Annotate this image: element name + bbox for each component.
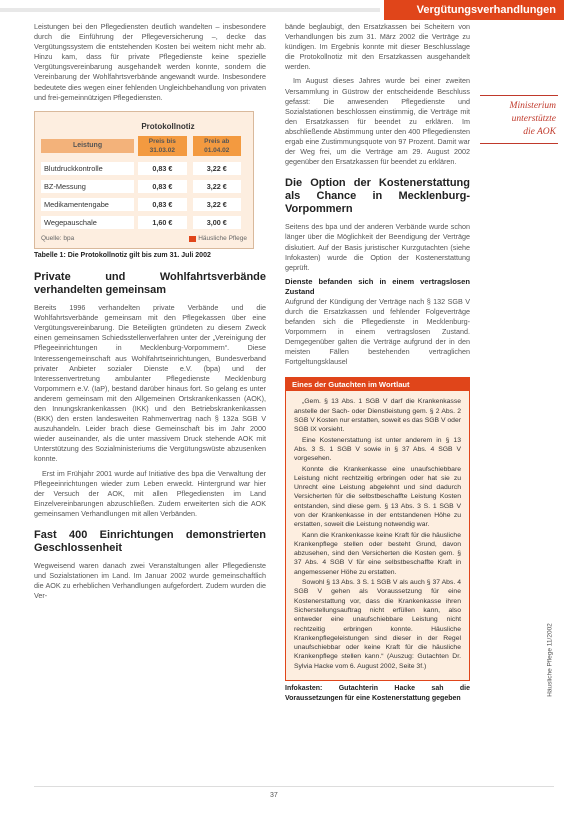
table-footer [41,234,247,244]
table-header [41,136,247,156]
row-price-before: 0,83 € [138,180,186,193]
gutachten-paragraph: Sowohl § 13 Abs. 3 S. 1 SGB V als auch § 37 Abs. 4 SGB V gehen als Voraussetzung für eine Kostenerstattung vor, dass die Krankenkasse ihren Sicherstellungsauftrag nicht erfüllen kann, also entweder eine unaufschiebbare Leistung nicht rechtzeitig erbringen konnte. Häusliche Krankenpflegeleistungen sind dieser in der Regel unaufschiebbar oder keine Kraft für die häusliche Krankenpflege stellen kann.“ (Auszug: Gutachten Dr. Sylvia Hacke vom 6. August 2002, Seite 3f.) [294,579,461,670]
footer-rule [34,786,554,787]
row-label: Wegepauschale [41,216,134,229]
paragraph-private-1: Bereits 1996 verhandelten private Verbände und die Wohlfahrtsverbände gemeinsam mit den Pflegekassen über eine Vergütungsvereinbarung. Die Beteiligten gründeten zu diesem Zweck einen gemeinsamen Schiedsstellenverfahren unter der „Vereinigung der Pflegeeinrichtungen in Mecklenburg-Vorpommern“. Diese Interessengemeinschaft aus Wohlfahrtseinrichtungen, Bundesverband privater Anbieter sozialer Dienste e.V. (bpa) und der Interessenvertretung ambulanter Pflegedienste Mecklenburg Vorpommern e.V. (IaP), bestand darüber hinaus fort. So gelang es unter anderem gemeinsam mit den Allgemeinen Ortskrankenkassen (AOK), den Innungskrankenkassen (IKK) und den Betriebskrankenkassen (BKK) den ersten landesweiten Rahmenvertrag nach § 132a SGB V auszuhandeln. Leider brach diese Gemeinschaft bis im Jahr 2000 wieder auseinander, als die unter massivem Druck stehende AOK mit Unterstützung des Sozialministeriums die Vergütungswüste abzusenken konnte. [34,303,266,464]
page-number: 37 [270,792,278,799]
col-price-before: Preis bis 31.03.02 [138,136,186,156]
legend-label: Häusliche Pflege [198,234,247,242]
paragraph-top-2: Im August dieses Jahres wurde bei einer zweiten Versammlung in Güstrow der entscheidende Beschluss gefasst: Die anwesenden Pflegedienste und Sozialstationen beschlossen einstimmig, die Verträge mit den Ersatzkassen für beendet zu erklären. Im abschließende Abstimmung unter den 400 Pflegediensten ergab eine Zustimmungsquote von 97 Prozent. Damit war der Weg frei, um die Verträge am 29. August 2002 gegenüber den Ersatzkassen für beendet zu erklären. [285,76,470,167]
heading-dienste: Dienste befanden sich in einem vertragslosen Zustand [285,276,470,296]
row-price-after: 3,22 € [193,180,241,193]
left-column [34,22,266,605]
gutachten-paragraph: Konnte die Krankenkasse eine unaufschiebbare Leistung nicht rechtzeitig erbringen oder hat sie zu Unrecht eine Leistung abgelehnt und sind dadurch Versicherten für die selbstbeschaffte Leistung Kosten entstanden, sind diese gem. § 13 Abs. 3 S. 1 SGB V von der Krankenkasse in der entstandenen Höhe zu erstatten, soweit die Leistung notwendig war. [294,465,461,529]
col-price-after: Preis ab 01.04.02 [193,136,241,156]
right-column [285,22,470,704]
row-price-after: 3,22 € [193,162,241,175]
pull-quote-line: Ministerium [509,101,556,111]
section-title: Vergütungsverhandlungen [384,0,564,20]
pull-quote-line: die AOK [523,127,556,137]
protokollnotiz-table [34,111,254,249]
table-source: Quelle: bpa [41,234,75,242]
gutachten-title: Eines der Gutachten im Wortlaut [286,378,469,391]
intro-paragraph: Leistungen bei den Pflegediensten deutlich wandelten – insbesondere durch die Einführung der Pflegeversicherung –, decke das Vergütungssystem die entstehenden Kosten bei weitem nicht mehr ab. Hinzu kam, dass für private Pflegedienste keine spezielle Vergütungsvereinbarung ausgehandelt werden konnte, sondern die Vereinbarung der Wohlfahrtsverbände angewandt wurde. Insbesondere bedeutete dies wegen einer fehlenden Ungleichbehandlung von privaten und frei-gemeinnützigen Pflegediensten. [34,22,266,102]
paragraph-option: Seitens des bpa und der anderen Verbände wurde schon länger über die Möglichkeit der Beendigung der Verträge diskutiert. Auf der Basis juristischer Kurzgutachten (siehe Infokasten) wurde die Option der Kostenerstattung geprüft. [285,222,470,272]
col-leistung: Leistung [41,139,134,153]
table-title: Protokollnotiz [141,121,195,131]
row-label: Medikamentengabe [41,198,134,211]
row-label: Blutdruckkontrolle [41,162,134,175]
pull-quote-line: unterstützte [511,114,556,124]
row-price-before: 0,83 € [138,198,186,211]
row-price-before: 0,83 € [138,162,186,175]
table-row [41,216,247,229]
paragraph-private-2: Erst im Frühjahr 2001 wurde auf Initiative des bpa die Verwaltung der Pflegeeinrichtungen wieder zum Leben erweckt. Hintergrund war hier der Versuch der AOK, mit allen Pflegediensten im Land Einzelvereinbarungen abzuschließen. Zudem erweiterten sich die AOK gemeinsamen Verhandlungen mit allen Verbänden. [34,468,266,518]
table-legend [189,234,247,244]
pull-quote [480,95,558,144]
gutachten-infobox [285,377,470,681]
legend-swatch-icon [189,236,196,242]
row-price-after: 3,22 € [193,198,241,211]
heading-option: Die Option der Kostenerstattung als Chance in Mecklenburg-Vorpommern [285,177,470,216]
paragraph-top-1: bände beglaubigt, den Ersatzkassen bei Scheitern von Verhandlungen bis zum 31. März 2002 die Verträge zu kündigen. Im Ergebnis konnte mit dieser Beschlusslage die Protokollnotiz mit den Ersatzkassen ausgehandelt werden. [285,22,470,72]
paragraph-fast-400: Wegweisend waren danach zwei Veranstaltungen aller Pflegedienste und Sozialstationen im Land. Im Januar 2002 wurde gemeinschaftlich die AOK zu erheblichen Verhandlungen aufgefordert. Zudem wurden die Ver- [34,561,266,601]
row-label: BZ-Messung [41,180,134,193]
row-price-after: 3,00 € [193,216,241,229]
header-bar [0,0,564,20]
journal-issue: Häusliche Pflege 11/2002 [546,623,554,697]
gutachten-caption: Infokasten: Gutachterin Hacke sah die Voraussetzungen für eine Kostenerstattung gegeben [285,685,470,703]
gutachten-paragraph: Eine Kostenerstattung ist unter anderem in § 13 Abs. 3 S. 1 SGB V sowie in § 37 Abs. 4 SGB V vorgesehen. [294,436,461,463]
table-row [41,180,247,193]
table-row [41,198,247,211]
gutachten-body [286,391,469,680]
table-caption: Tabelle 1: Die Protokollnotiz gilt bis zum 31. Juli 2002 [34,251,211,259]
table-row [41,162,247,175]
gutachten-paragraph: „Gem. § 13 Abs. 1 SGB V darf die Krankenkasse anstelle der Sach- oder Dienstleistung gem. § 2 Abs. 2 SGB V Kosten nur erstatten, soweit es das SGB V oder SGB IX vorsieht. [294,398,461,434]
journal-vertical-label [544,560,556,760]
gutachten-paragraph: Kann die Krankenkasse keine Kraft für die häusliche Krankenpflege stellen oder besteht Grund, davon abzusehen, sind den Versicherten die Kosten gem. § 37 Abs. 4 SGB V für eine selbstbeschaffte Kraft in angemessener Höhe zu erstatten. [294,531,461,576]
row-price-before: 1,60 € [138,216,186,229]
heading-private: Private und Wohlfahrtsverbände verhandelten gemeinsam [34,271,266,297]
heading-fast-400: Fast 400 Einrichtungen demonstrierten Geschlossenheit [34,529,266,554]
paragraph-dienste: Aufgrund der Kündigung der Verträge nach § 132 SGB V durch die Ersatzkassen und fehlender Folgeverträge befanden sich die Pflegedienste in Mecklenburg-Vorpommern in einem vertragslosen Zustand. Demgegenüber galten die Verträge aufgrund der in den meisten Fällen bestehenden vertraglichen Fortgeltungsklausel [285,296,470,367]
header-stripe [0,8,380,12]
